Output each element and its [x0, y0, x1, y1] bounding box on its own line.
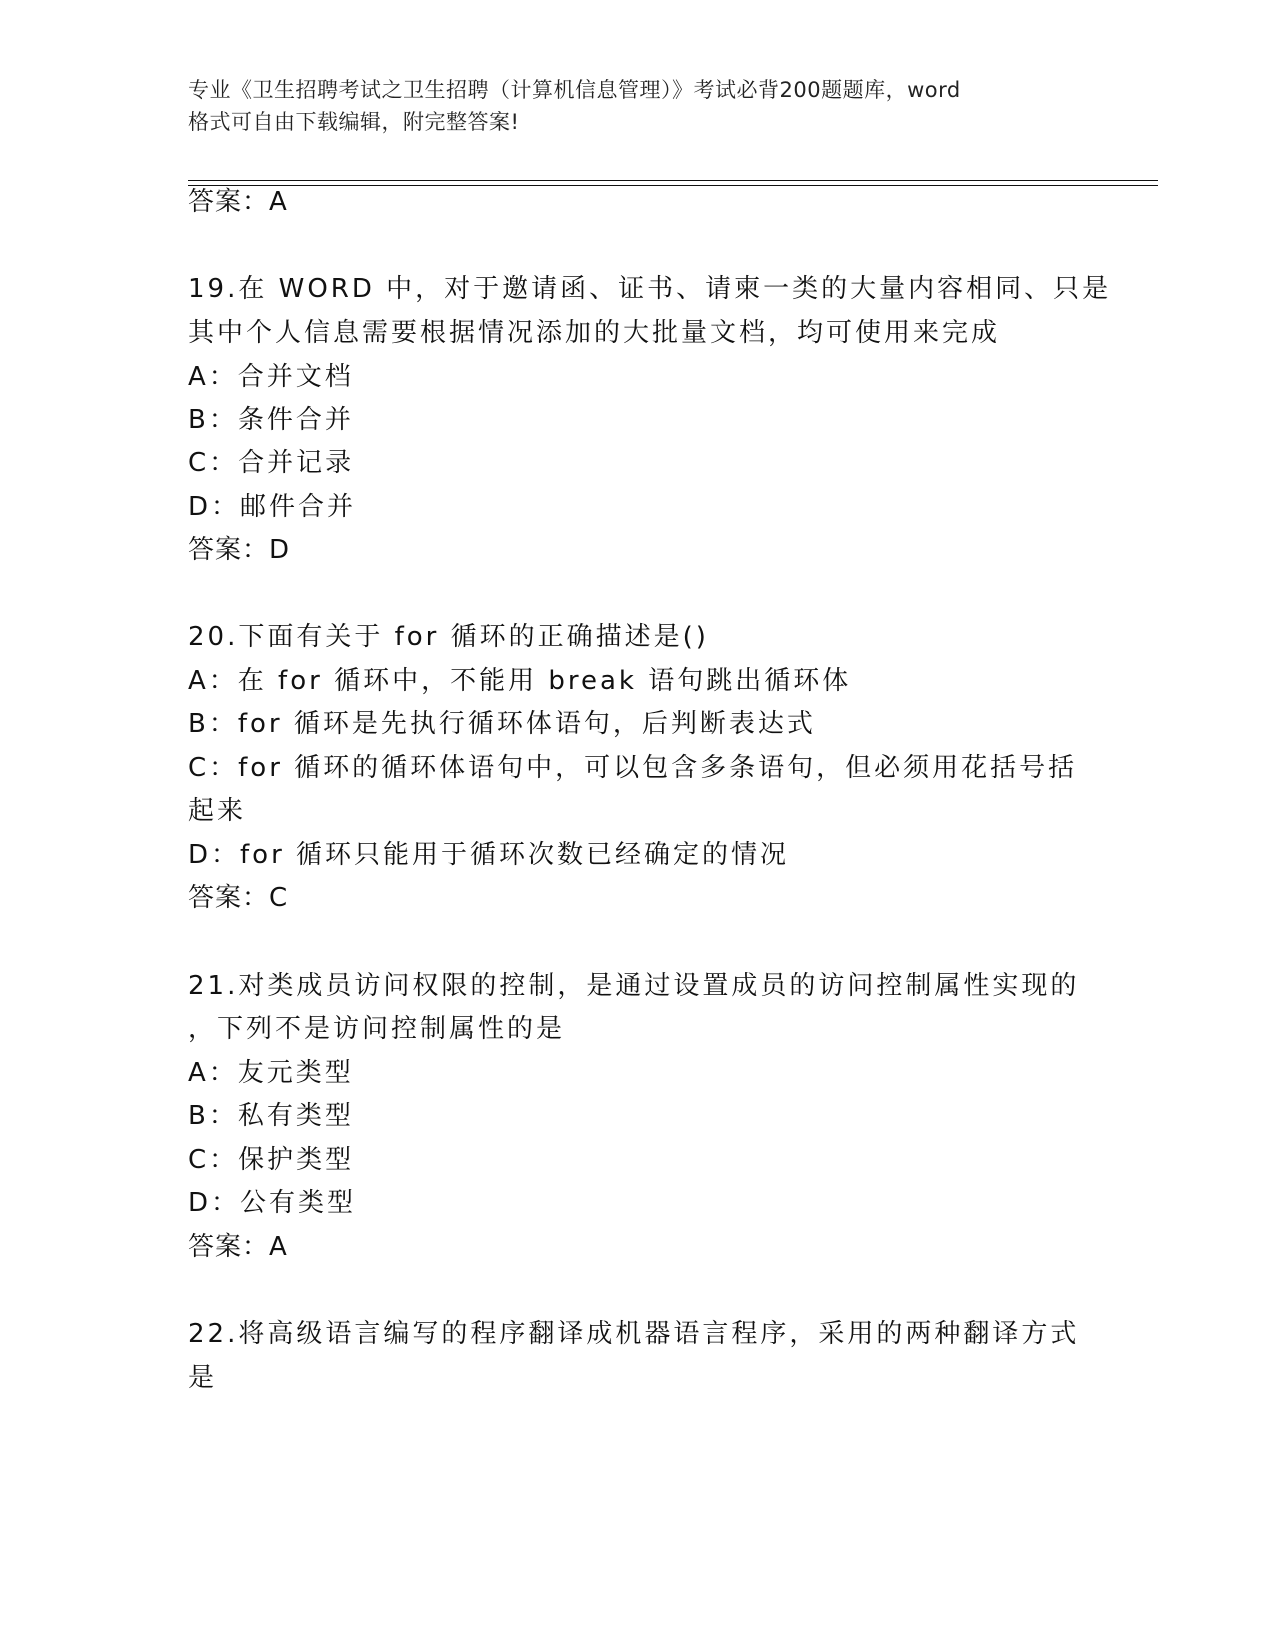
q19-answer: 答案：D — [188, 535, 291, 565]
q22-stem-line-2: 是 — [188, 1363, 218, 1393]
q20-option-c-line-2: 起来 — [188, 796, 247, 826]
header-divider-top — [188, 180, 1158, 181]
document-header — [188, 74, 1088, 138]
q20-option-a: A：在 for 循环中，不能用 break 语句跳出循环体 — [188, 666, 852, 696]
header-line-2: 格式可自由下载编辑，附完整答案! — [188, 110, 520, 134]
q21-stem-line-2: ，下列不是访问控制属性的是 — [188, 1014, 566, 1044]
q20-stem: 20.下面有关于 for 循环的正确描述是() — [188, 622, 709, 652]
header-line-1: 专业《卫生招聘考试之卫生招聘（计算机信息管理）》考试必背200题题库，word — [188, 78, 961, 102]
q20-option-c-line-1: C：for 循环的循环体语句中，可以包含多条语句，但必须用花括号括 — [188, 753, 1078, 783]
q21-option-c: C：保护类型 — [188, 1145, 355, 1175]
q20-option-b: B：for 循环是先执行循环体语句，后判断表达式 — [188, 709, 816, 739]
header-divider-bottom — [188, 185, 1158, 186]
q19-option-d: D：邮件合并 — [188, 492, 357, 522]
q21-stem-line-1: 21.对类成员访问权限的控制，是通过设置成员的访问控制属性实现的 — [188, 971, 1080, 1001]
q19-stem-line-1: 19.在 WORD 中，对于邀请函、证书、请柬一类的大量内容相同、只是 — [188, 274, 1112, 304]
q18-answer: 答案：A — [188, 187, 288, 217]
q21-option-b: B：私有类型 — [188, 1101, 354, 1131]
q19-option-a: A：合并文档 — [188, 362, 354, 392]
q19-option-c: C：合并记录 — [188, 448, 355, 478]
q19-stem-line-2: 其中个人信息需要根据情况添加的大批量文档，均可使用来完成 — [188, 318, 1001, 348]
q19-option-b: B：条件合并 — [188, 405, 354, 435]
q20-answer: 答案：C — [188, 883, 289, 913]
q21-answer: 答案：A — [188, 1232, 288, 1262]
q21-option-a: A：友元类型 — [188, 1058, 354, 1088]
q20-option-d: D：for 循环只能用于循环次数已经确定的情况 — [188, 840, 790, 870]
q21-option-d: D：公有类型 — [188, 1188, 357, 1218]
q22-stem-line-1: 22.将高级语言编写的程序翻译成机器语言程序，采用的两种翻译方式 — [188, 1319, 1080, 1349]
